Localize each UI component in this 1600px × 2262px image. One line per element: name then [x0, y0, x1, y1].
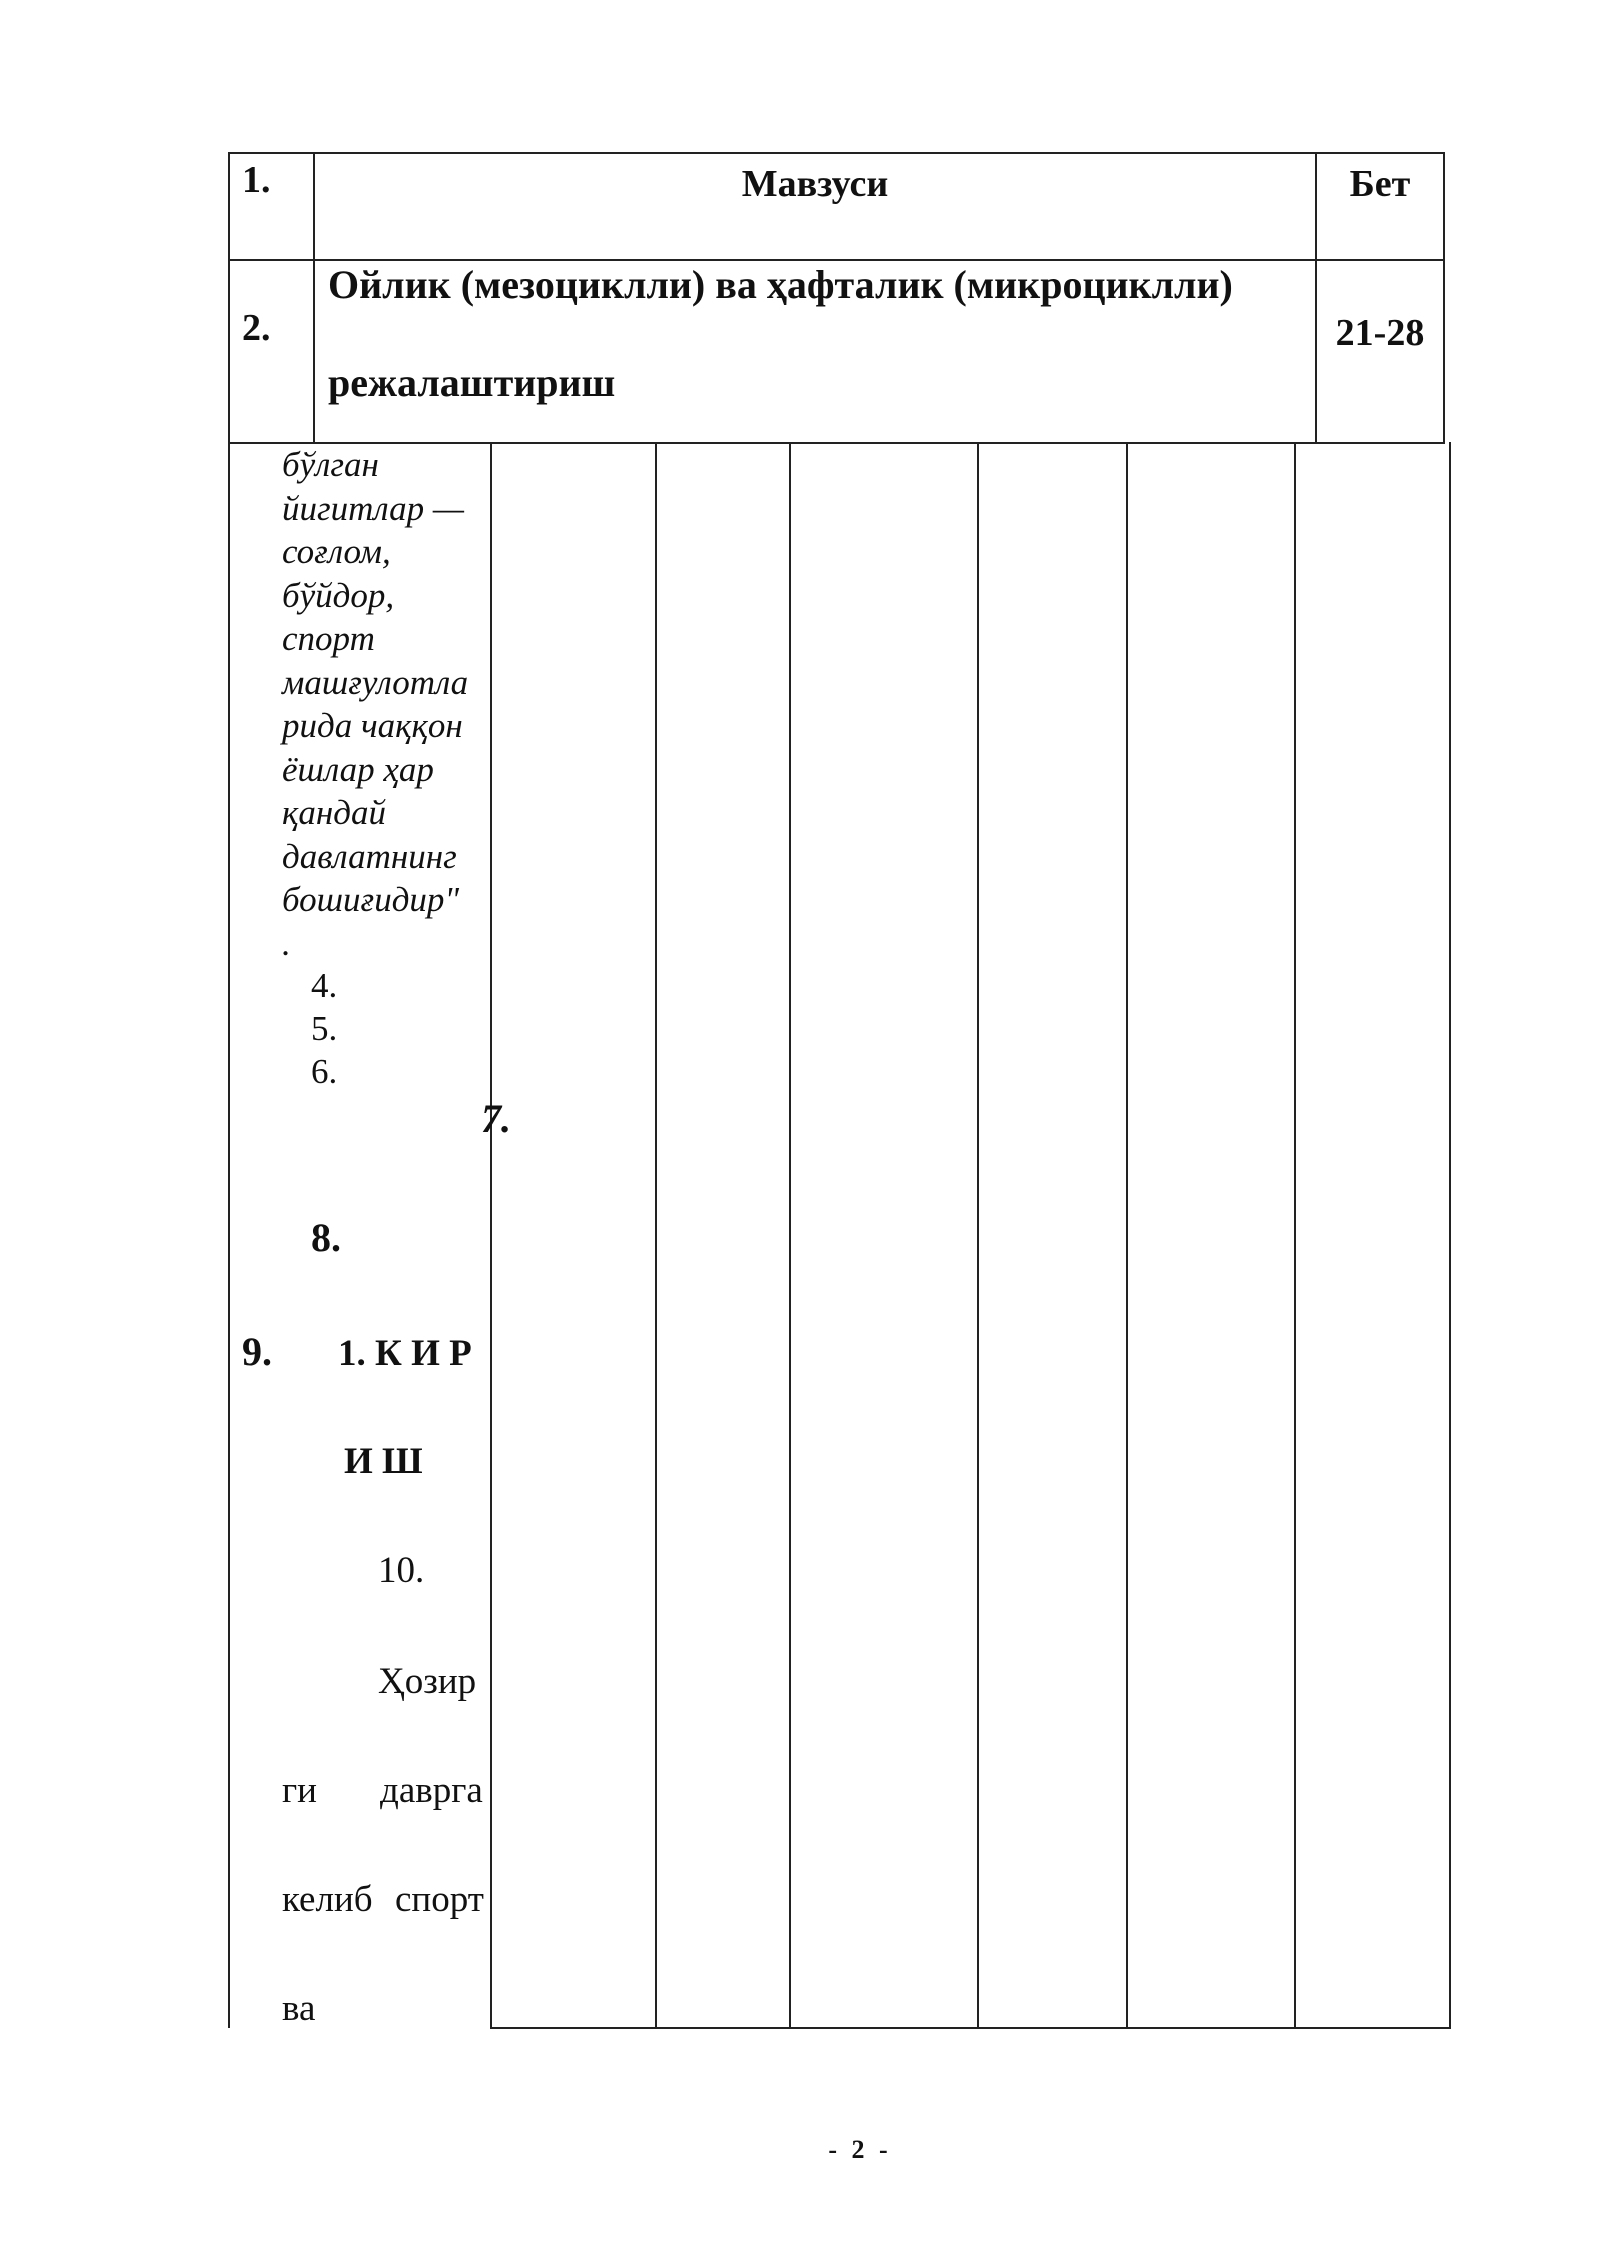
quote-line: . [282, 923, 291, 963]
table-border-right [1443, 152, 1445, 442]
table-border-left [228, 152, 230, 442]
paragraph-word: Ҳозир [378, 1661, 477, 1702]
quote-line: машғулотла [282, 662, 469, 702]
row2-pages: 21-28 [1335, 312, 1425, 354]
list-item-9: 9. [242, 1329, 272, 1374]
section-heading-part2: И Ш [344, 1441, 423, 1482]
quote-line: йигитлар — [282, 488, 464, 528]
grid-col-divider-3 [789, 442, 791, 2028]
grid-col-divider-6 [1294, 442, 1296, 2028]
page-number: - 2 - [828, 2135, 892, 2164]
quote-line: спорт [282, 619, 375, 658]
quote-line: рида чаққон [282, 706, 463, 745]
quote-line: давлатнинг [282, 836, 457, 876]
row2-topic-line2: режалаштириш [328, 360, 616, 405]
grid-col-divider-4 [977, 442, 979, 2028]
row1-number: 1. [242, 159, 271, 201]
grid-border-left [228, 442, 230, 2028]
grid-border-right [1449, 442, 1451, 2028]
table-border-top [229, 152, 1445, 154]
list-item-5: 5. [311, 1009, 338, 1048]
grid-col-divider-1 [490, 442, 492, 2028]
list-item-6: 6. [311, 1052, 338, 1091]
column-title-page: Бет [1349, 163, 1411, 205]
quote-line: бошиғидир" [282, 880, 460, 919]
quote-line: қандай [282, 793, 386, 832]
grid-border-bottom [490, 2027, 1451, 2029]
paragraph-word: ва [282, 1988, 316, 2029]
quote-line: бўйдор, [282, 575, 395, 615]
paragraph-word: даврга [380, 1770, 483, 1811]
row2-topic-line1: Ойлик (мезоциклли) ва ҳафталик (микроциклли) [328, 262, 1233, 307]
list-item-10: 10. [378, 1550, 425, 1591]
grid-col-divider-2 [655, 442, 657, 2028]
italic-quote-block [282, 443, 490, 965]
quote-line: соғлом, [282, 532, 391, 571]
row2-number: 2. [242, 307, 271, 349]
paragraph-word: спорт [395, 1879, 484, 1920]
list-item-8: 8. [311, 1215, 341, 1260]
grid-col-divider-5 [1126, 442, 1128, 2028]
list-item-7: 7. [481, 1096, 511, 1141]
section-heading-part1: 1. К И Р [338, 1333, 472, 1374]
quote-line: бўлган [282, 445, 379, 484]
paragraph-word: ги [282, 1770, 317, 1811]
list-item-4: 4. [311, 966, 338, 1005]
paragraph-word: келиб [282, 1879, 373, 1920]
column-title-topic: Мавзуси [741, 163, 889, 205]
table-border-row-divider [229, 259, 1445, 261]
quote-line: ёшлар ҳар [282, 749, 434, 789]
